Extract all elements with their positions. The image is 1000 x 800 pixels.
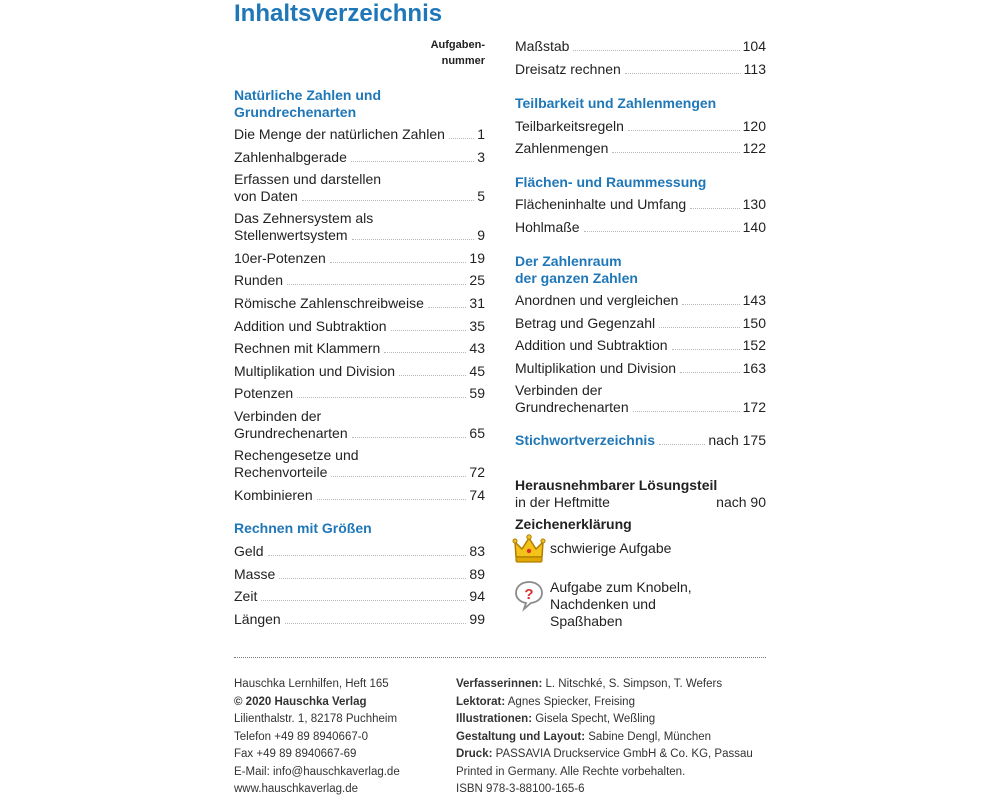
toc-entry-page: 94 (469, 588, 485, 604)
toc-entry[interactable] (234, 447, 485, 481)
imprint-line: www.hauschkaverlag.de (234, 783, 359, 795)
toc-entry[interactable] (515, 360, 766, 377)
section-heading-natuerliche-zahlen (234, 87, 485, 121)
toc-entry[interactable] (515, 38, 766, 55)
imprint-label: Verfasserinnen: (456, 678, 543, 690)
imprint-label: Lektorat: (456, 695, 506, 708)
imprint-line (456, 676, 753, 694)
dot-leader (625, 73, 741, 74)
toc-entry-page: 1 (477, 126, 485, 142)
toc-entry[interactable] (515, 315, 766, 332)
toc-entry[interactable] (515, 219, 766, 236)
dot-leader (573, 50, 739, 51)
toc-entry-page: 3 (477, 149, 485, 165)
toc-entry-page: 99 (469, 611, 485, 627)
toc-entry-title: Verbinden der (234, 408, 322, 424)
dot-leader (285, 623, 467, 624)
toc-entry[interactable] (234, 250, 485, 267)
dot-leader (331, 476, 466, 477)
toc-entry[interactable] (234, 210, 485, 244)
dot-leader (612, 152, 739, 153)
toc-entry-page: nach 175 (708, 432, 766, 448)
toc-entry[interactable] (234, 318, 485, 335)
imprint-line (456, 729, 753, 747)
toc-entry[interactable] (234, 566, 485, 583)
dot-leader (659, 327, 740, 328)
toc-entry[interactable] (234, 611, 485, 628)
imprint-line (456, 711, 753, 729)
dot-leader (449, 138, 474, 139)
toc-entry-page: 59 (469, 385, 485, 401)
dot-leader (428, 307, 467, 308)
imprint-value: L. Nitschké, S. Simpson, T. Wefers (542, 678, 723, 690)
section-heading-teilbarkeit: Teilbarkeit und Zahlenmengen (515, 95, 717, 111)
toc-entry-page: 83 (469, 543, 485, 559)
toc-entry[interactable] (515, 118, 766, 135)
toc-entry[interactable] (234, 487, 485, 504)
legend-puzzle-text (550, 579, 692, 630)
imprint-value: PASSAVIA Druckservice GmbH & Co. KG, Passau (492, 748, 753, 760)
toc-entry-page: 120 (742, 118, 766, 134)
section-heading-flaechen: Flächen- und Raummessung (515, 174, 707, 190)
toc-entry-title: Rechengesetze und (234, 447, 359, 463)
toc-entry[interactable] (515, 140, 766, 157)
section-heading-line: Der Zahlenraum (515, 253, 622, 269)
dot-leader (628, 130, 740, 131)
toc-entry[interactable] (234, 385, 485, 402)
toc-entry-title: Multiplikation und Division (234, 363, 396, 379)
toc-entry-page: 31 (469, 295, 485, 311)
dot-leader (352, 437, 467, 438)
legend-puzzle-line: Nachdenken und (550, 596, 656, 612)
toc-entry-title: Hohlmaße (515, 219, 580, 235)
dot-leader (680, 372, 740, 373)
dot-leader (584, 231, 740, 232)
dot-leader (384, 352, 466, 353)
toc-entry-page: 35 (469, 318, 485, 334)
imprint-right (456, 676, 753, 799)
dot-leader (633, 411, 740, 412)
imprint-line (456, 764, 753, 782)
toc-entry-title: Grundrechenarten (515, 399, 629, 415)
toc-entry[interactable] (234, 408, 485, 442)
toc-entry-page: 45 (469, 363, 485, 379)
section-heading-line: Grundrechenarten (234, 104, 357, 120)
dot-leader (279, 578, 466, 579)
toc-entry-page: 130 (742, 196, 766, 212)
toc-entry[interactable] (234, 149, 485, 166)
imprint-value: Sabine Dengl, München (585, 730, 712, 743)
imprint-line: Telefon +49 89 8940667-0 (234, 730, 368, 743)
toc-entry[interactable] (234, 171, 485, 205)
toc-entry[interactable] (234, 363, 485, 380)
toc-entry-page: 9 (477, 227, 485, 243)
dot-leader (690, 208, 739, 209)
toc-entry-page: 122 (742, 140, 766, 156)
toc-entry[interactable] (515, 382, 766, 416)
solutions-page: nach 90 (716, 494, 766, 510)
toc-entry[interactable] (515, 196, 766, 213)
toc-entry-page: 25 (469, 272, 485, 288)
toc-entry-title: Multiplikation und Division (515, 360, 677, 376)
imprint-line: Hauschka Lernhilfen, Heft 165 (234, 678, 389, 690)
imprint-value: ISBN 978-3-88100-165-6 (456, 783, 585, 795)
dot-leader (302, 200, 474, 201)
toc-entry-title: Addition und Subtraktion (515, 337, 668, 353)
solutions-title: Herausnehmbarer Lösungsteil (515, 477, 718, 493)
toc-entry-title: Zahlenmengen (515, 140, 609, 156)
toc-entry-page: 152 (742, 337, 766, 353)
toc-entry-title: Zahlenhalbgerade (234, 149, 347, 165)
section-heading-groessen: Rechnen mit Größen (234, 520, 372, 536)
dot-leader (330, 262, 467, 263)
section-heading-line: der ganzen Zahlen (515, 270, 638, 286)
toc-entry-page: 74 (469, 487, 485, 503)
dot-leader (391, 330, 467, 331)
toc-entry-title: Zeit (234, 588, 258, 604)
toc-entry[interactable] (234, 272, 485, 289)
page-title: Inhaltsverzeichnis (234, 0, 443, 27)
crown-icon (512, 533, 546, 567)
dot-leader (351, 161, 474, 162)
toc-entry[interactable] (234, 543, 485, 560)
section-heading-line: Natürliche Zahlen und (234, 87, 382, 103)
toc-entry-page: 5 (477, 188, 485, 204)
solutions-note (515, 477, 766, 511)
toc-entry-title: Addition und Subtraktion (234, 318, 387, 334)
imprint-line (456, 781, 753, 799)
toc-entry-page: 143 (742, 292, 766, 308)
toc-entry-title: Anordnen und vergleichen (515, 292, 679, 308)
toc-entry[interactable] (515, 337, 766, 354)
question-bubble-icon (512, 579, 546, 613)
imprint-value: Gisela Specht, Weßling (532, 713, 656, 725)
imprint-label: Illustrationen: (456, 713, 533, 725)
dot-leader (672, 349, 740, 350)
imprint-line (456, 746, 753, 764)
dot-leader (317, 499, 467, 500)
toc-entry-title: von Daten (234, 188, 298, 204)
toc-entry[interactable] (234, 588, 485, 605)
toc-entry-title: Stichwortverzeichnis (515, 432, 656, 448)
legend-title: Zeichenerklärung (515, 516, 632, 532)
svg-text:?: ? (524, 586, 534, 603)
imprint-value: Agnes Spiecker, Freising (505, 695, 635, 708)
toc-entry-title: Flächeninhalte und Umfang (515, 196, 687, 212)
toc-entry-title: Dreisatz rechnen (515, 61, 621, 77)
toc-entry-title: Rechenvorteile (234, 464, 328, 480)
legend-crown (512, 533, 671, 567)
imprint-left (234, 676, 400, 799)
toc-entry[interactable] (515, 292, 766, 309)
section-heading-ganze-zahlen (515, 253, 766, 287)
toc-entry-title: Römische Zahlenschreibweise (234, 295, 424, 311)
toc-entry-page: 150 (742, 315, 766, 331)
toc-entry-title: Grundrechenarten (234, 425, 348, 441)
divider (234, 657, 766, 658)
dot-leader (682, 304, 739, 305)
toc-entry-title: Potenzen (234, 385, 294, 401)
toc-entry-title: Stellenwertsystem (234, 227, 348, 243)
column-header (420, 37, 485, 69)
solutions-text: in der Heftmitte (515, 494, 610, 510)
dot-leader (287, 284, 466, 285)
toc-entry-title: Geld (234, 543, 264, 559)
toc-entry-title: Erfassen und darstellen (234, 171, 382, 187)
toc-entry-page: 72 (469, 464, 485, 480)
toc-entry-page: 163 (742, 360, 766, 376)
toc-entry-page: 43 (469, 340, 485, 356)
toc-entry-title: Kombinieren (234, 487, 313, 503)
legend-puzzle-line: Spaßhaben (550, 613, 623, 629)
toc-entry-title: Maßstab (515, 38, 570, 54)
toc-entry-title: Teilbarkeitsregeln (515, 118, 624, 134)
imprint-line: Lilienthalstr. 1, 82178 Puchheim (234, 713, 398, 725)
imprint-line (456, 694, 753, 712)
imprint-label: Gestaltung und Layout: (456, 730, 586, 743)
dot-leader (261, 600, 466, 601)
toc-entry-page: 113 (743, 61, 766, 77)
dot-leader (297, 397, 466, 398)
imprint-line: Fax +49 89 8940667-69 (234, 748, 357, 760)
imprint-value: Printed in Germany. Alle Rechte vorbehalten. (456, 765, 686, 778)
toc-entry-title: Die Menge der natürlichen Zahlen (234, 126, 445, 142)
toc-entry-title: Runden (234, 272, 284, 288)
toc-entry-title: Längen (234, 611, 281, 627)
legend-puzzle-line: Aufgabe zum Knobeln, (550, 579, 692, 595)
toc-entry[interactable] (234, 340, 485, 357)
column-header-line: Aufgaben- (430, 39, 485, 51)
dot-leader (352, 239, 475, 240)
imprint-label: Druck: (456, 748, 493, 760)
toc-entry[interactable] (234, 295, 485, 312)
toc-entry-stichwortverzeichnis[interactable] (515, 432, 766, 449)
toc-entry-title: Masse (234, 566, 276, 582)
toc-entry-title: Rechnen mit Klammern (234, 340, 381, 356)
imprint-line: E-Mail: info@hauschkaverlag.de (234, 765, 400, 778)
toc-entry-page: 104 (742, 38, 766, 54)
toc-entry-title: Betrag und Gegenzahl (515, 315, 656, 331)
legend-crown-text: schwierige Aufgabe (550, 540, 672, 556)
toc-entry-title: Das Zehnersystem als (234, 210, 374, 226)
toc-entry-page: 89 (469, 566, 485, 582)
column-header-line: nummer (441, 55, 485, 67)
toc-entry-page: 65 (469, 425, 485, 441)
toc-entry-page: 172 (742, 399, 766, 415)
imprint-line: © 2020 Hauschka Verlag (234, 695, 367, 708)
legend-puzzle (512, 579, 692, 630)
toc-entry-title: Verbinden der (515, 382, 603, 398)
toc-entry[interactable] (515, 61, 766, 78)
toc-entry-page: 19 (469, 250, 485, 266)
toc-entry-title: 10er-Potenzen (234, 250, 326, 266)
dot-leader (399, 375, 466, 376)
toc-entry-page: 140 (742, 219, 766, 235)
dot-leader (268, 555, 467, 556)
toc-entry[interactable] (234, 126, 485, 143)
